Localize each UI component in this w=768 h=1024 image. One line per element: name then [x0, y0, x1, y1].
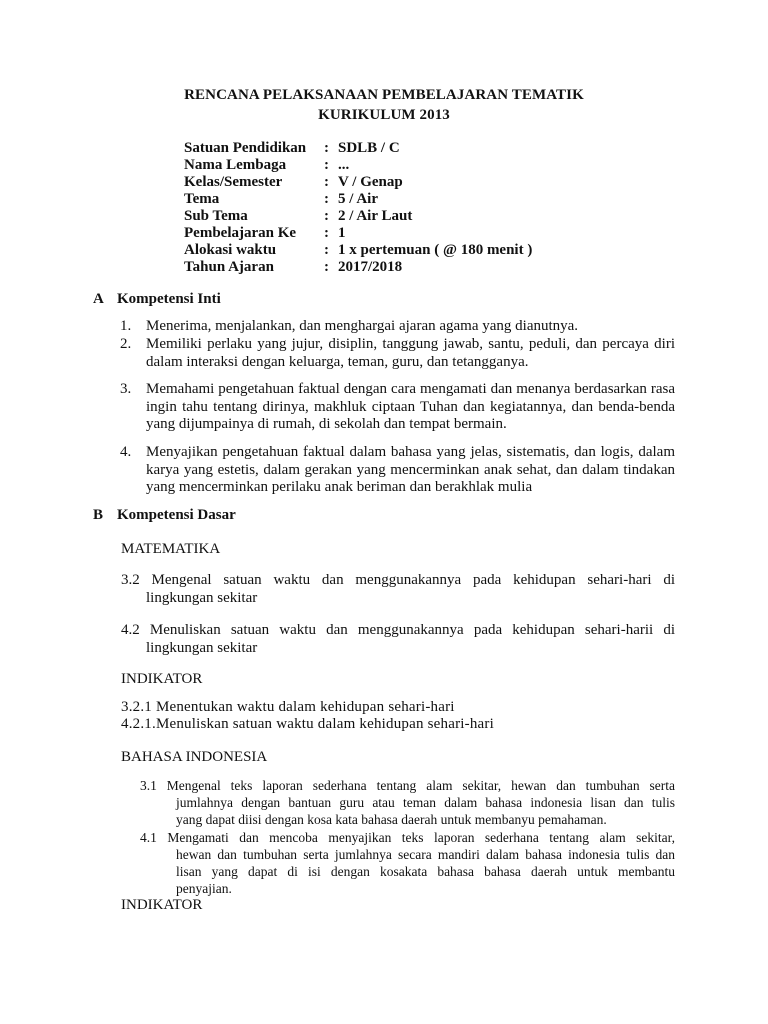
identity-value: 2017/2018 — [338, 259, 403, 275]
identity-colon: : — [324, 242, 329, 258]
list-item-text: Memahami pengetahuan faktual dengan cara mengamati dan menanya berdasarkan rasa ingin tahu tentang dirinya, makhluk ciptaan Tuhan dan kegiatannya, dan benda-benda yang dijumpainya di rumah, di sekolah dan tempat bermain. — [146, 381, 675, 432]
identity-row — [184, 242, 532, 259]
list-item — [120, 381, 675, 434]
kd-item — [140, 829, 675, 897]
indikator-item: 4.2.1.Menuliskan satuan waktu dalam kehidupan sehari-hari — [121, 716, 494, 732]
identity-value: ... — [338, 157, 350, 173]
subject-heading-matematika: MATEMATIKA — [121, 541, 221, 557]
kd-line: penyajian. — [176, 881, 232, 896]
kd-line: 4.2 Menuliskan satuan waktu dan menggunakannya pada kehidupan sehari-harii di — [121, 622, 675, 638]
document-title: RENCANA PELAKSANAAN PEMBELAJARAN TEMATIK — [184, 87, 584, 103]
identity-colon: : — [324, 174, 329, 190]
kd-line: yang dapat diisi dengan kosa kata bahasa daerah untuk membanyu pemahaman. — [176, 812, 607, 827]
indikator-heading: INDIKATOR — [121, 897, 203, 913]
identity-value: 2 / Air Laut — [338, 208, 413, 224]
list-item — [120, 318, 675, 336]
identity-row — [184, 174, 532, 191]
section-title: Kompetensi Dasar — [117, 507, 236, 523]
indikator-item: 3.2.1 Menentukan waktu dalam kehidupan sehari-hari — [121, 699, 455, 715]
list-item-text: Menerima, menjalankan, dan menghargai ajaran agama yang dianutnya. — [146, 318, 579, 334]
kd-item — [140, 777, 675, 828]
indikator-heading: INDIKATOR — [121, 671, 203, 687]
identity-value: 1 — [338, 225, 346, 241]
list-item — [120, 336, 675, 371]
identity-label: Pembelajaran Ke — [184, 225, 297, 241]
kd-item — [121, 621, 675, 657]
identity-label: Kelas/Semester — [184, 174, 283, 190]
kd-item — [121, 571, 675, 607]
identity-colon: : — [324, 225, 329, 241]
kd-line: hewan dan tumbuhan serta jumlahnya secara mandiri dalam bahasa indonesia tulis dan — [176, 847, 675, 862]
kd-line: 4.1 Mengamati dan mencoba menyajikan teks laporan sederhana tentang alam sekitar, — [140, 830, 675, 845]
list-item — [120, 444, 675, 497]
identity-row — [184, 259, 532, 276]
identity-value: SDLB / C — [338, 140, 400, 156]
section-letter: B — [93, 507, 104, 523]
identity-label: Satuan Pendidikan — [184, 140, 307, 156]
kd-line: lingkungan sekitar — [146, 640, 258, 656]
identity-colon: : — [324, 140, 329, 156]
kd-line: jumlahnya dengan bantuan guru atau teman dalam bahasa indonesia lisan dan tulis — [176, 795, 675, 810]
identity-row — [184, 140, 532, 157]
identity-label: Nama Lembaga — [184, 157, 287, 173]
identity-value: 1 x pertemuan ( @ 180 menit ) — [338, 242, 533, 258]
section-b-heading — [93, 507, 236, 524]
identity-row — [184, 225, 532, 242]
section-letter: A — [93, 291, 104, 307]
identity-label: Sub Tema — [184, 208, 248, 224]
list-item-text: Menyajikan pengetahuan faktual dalam bahasa yang jelas, sistematis, dan logis, dalam karya yang estetis, dalam gerakan yang mencerminkan anak sehat, dan dalam tindakan yang mencerminkan perilaku anak beriman dan berakhlak mulia — [146, 444, 675, 495]
subject-heading-bahasa-indonesia: BAHASA INDONESIA — [121, 749, 268, 765]
kd-line: lingkungan sekitar — [146, 590, 258, 606]
section-title: Kompetensi Inti — [117, 291, 221, 307]
list-item-number: 2. — [120, 336, 132, 352]
kd-line: 3.2 Mengenal satuan waktu dan menggunakannya pada kehidupan sehari-hari di — [121, 572, 675, 588]
identity-label: Tahun Ajaran — [184, 259, 274, 275]
identity-colon: : — [324, 259, 329, 275]
identity-label: Alokasi waktu — [184, 242, 277, 258]
list-item-number: 3. — [120, 381, 132, 397]
identity-value: 5 / Air — [338, 191, 378, 207]
identity-row — [184, 208, 532, 225]
section-a-heading — [93, 291, 221, 308]
identity-row — [184, 191, 532, 208]
identity-value: V / Genap — [338, 174, 403, 190]
identity-colon: : — [324, 191, 329, 207]
identity-table — [184, 140, 532, 276]
kd-line: lisan yang dapat di isi dengan kosakata bahasa bahasa daerah untuk membantu — [176, 864, 675, 879]
identity-row — [184, 157, 532, 174]
document-subtitle: KURIKULUM 2013 — [318, 107, 450, 123]
identity-label: Tema — [184, 191, 220, 207]
list-item-number: 4. — [120, 444, 132, 460]
identity-colon: : — [324, 157, 329, 173]
list-item-number: 1. — [120, 318, 132, 334]
kd-line: 3.1 Mengenal teks laporan sederhana tentang alam sekitar, hewan dan tumbuhan serta — [140, 778, 675, 793]
identity-colon: : — [324, 208, 329, 224]
list-item-text: Memiliki perlaku yang jujur, disiplin, tanggung jawab, santu, peduli, dan percaya diri dalam interaksi dengan keluarga, teman, guru, dan tetangganya. — [146, 336, 675, 370]
